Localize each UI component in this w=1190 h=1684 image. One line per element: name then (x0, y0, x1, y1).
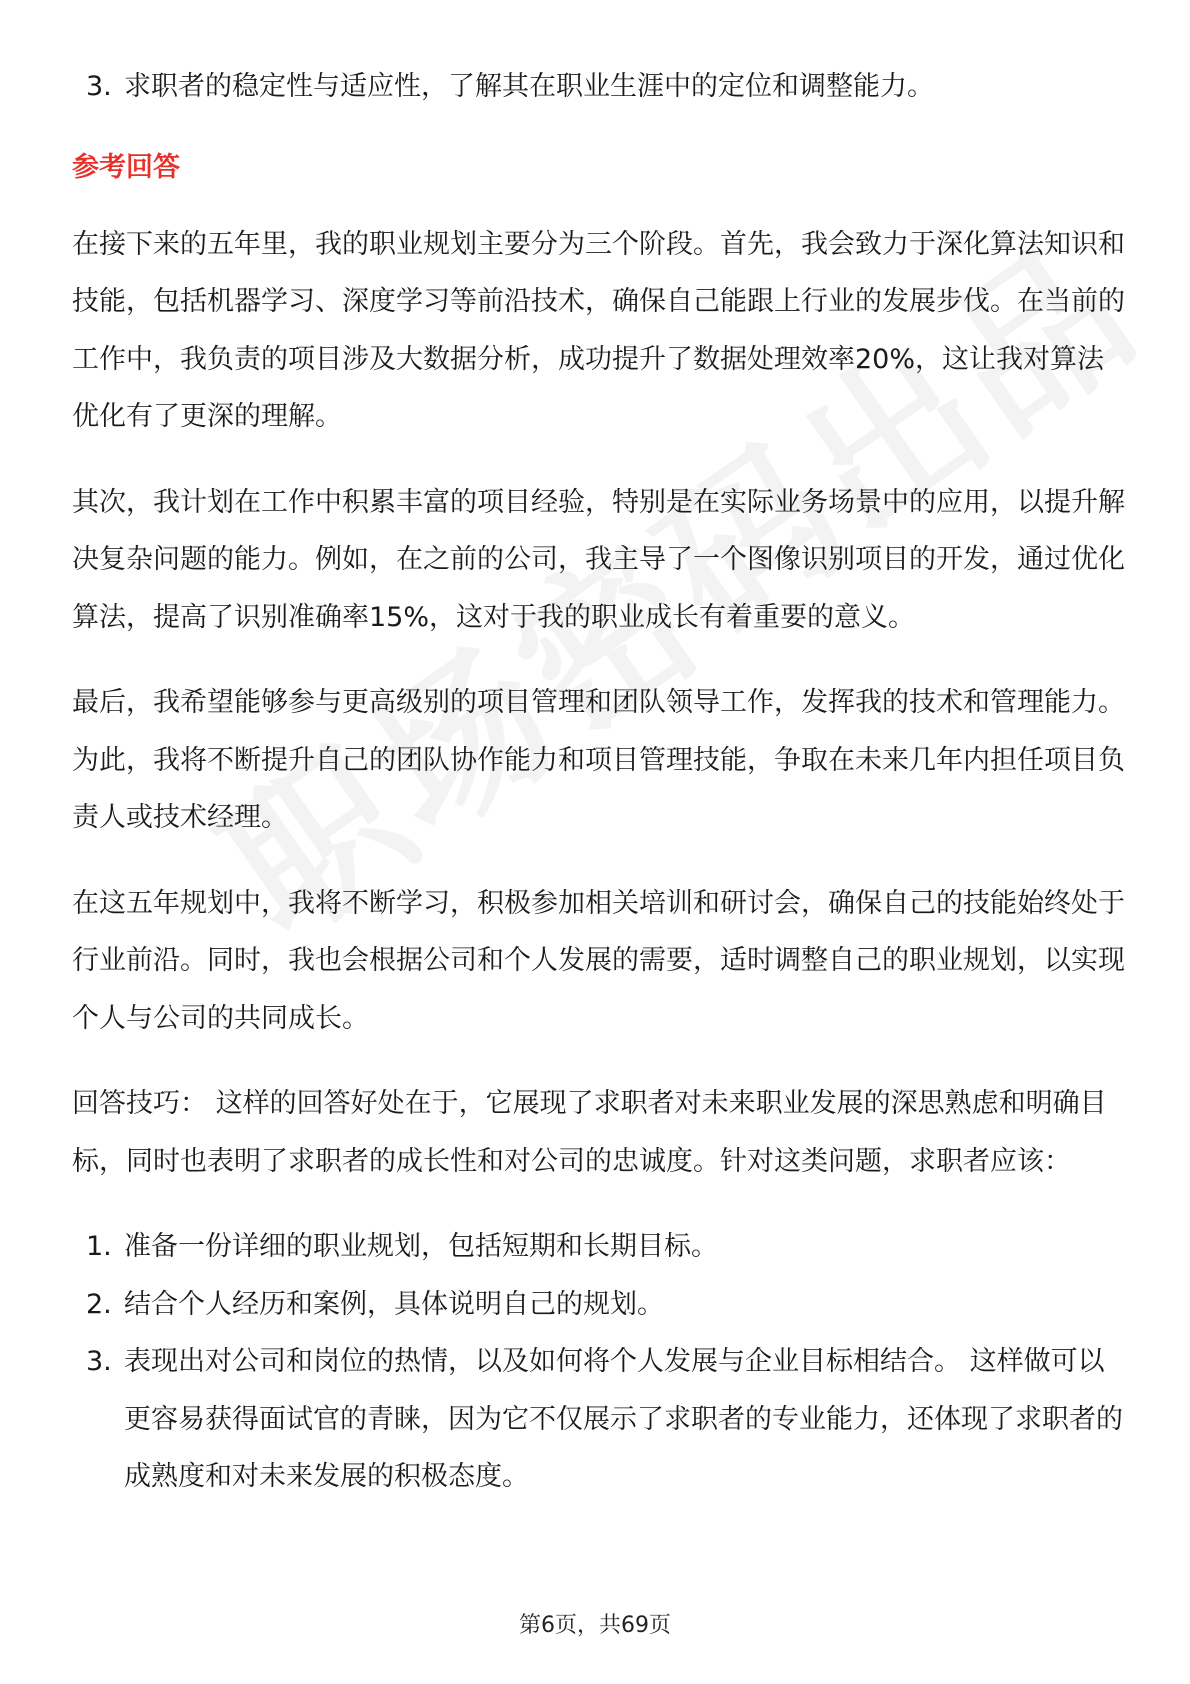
answer-paragraph-2: 其次，我计划在工作中积累丰富的项目经验，特别是在实际业务场景中的应用，以提升解决复杂问题的能力。例如，在之前的公司，我主导了一个图像识别项目的开发，通过优化算法，提高了识别准确率15%，这对于我的职业成长有着重要的意义。 (72, 486, 1125, 633)
tips-list (72, 1218, 1128, 1506)
list-number: 3. (86, 71, 112, 102)
tips-paragraph: 回答技巧： 这样的回答好处在于，它展现了求职者对未来职业发展的深思熟虑和明确目标，同时也表明了求职者的成长性和对公司的忠诚度。针对这类问题，求职者应该： (72, 1088, 1107, 1177)
list-text: 求职者的稳定性与适应性，了解其在职业生涯中的定位和调整能力。 (124, 71, 934, 102)
list-item (72, 1218, 1128, 1276)
list-item (72, 1333, 1128, 1506)
answer-paragraph-3: 最后，我希望能够参与更高级别的项目管理和团队领导工作，发挥我的技术和管理能力。为此，我将不断提升自己的团队协作能力和项目管理技能，争取在未来几年内担任项目负责人或技术经理。 (72, 687, 1125, 833)
list-text: 结合个人经历和案例，具体说明自己的规划。 (124, 1288, 664, 1320)
list-text: 准备一份详细的职业规划，包括短期和长期目标。 (124, 1231, 718, 1262)
list-number: 3. (86, 1346, 112, 1377)
list-text: 表现出对公司和岗位的热情，以及如何将个人发展与企业目标相结合。 这样做可以更容易获得面试官的青睐，因为它不仅展示了求职者的专业能力，还体现了求职者的成熟度和对未来发展的积极态度。 (124, 1346, 1123, 1492)
list-number: 2. (86, 1288, 112, 1320)
answer-paragraph-1: 在接下来的五年里，我的职业规划主要分为三个阶段。首先，我会致力于深化算法知识和技能，包括机器学习、深度学习等前沿技术，确保自己能跟上行业的发展步伐。在当前的工作中，我负责的项目涉及大数据分析，成功提升了数据处理效率20%，这让我对算法优化有了更深的理解。 (72, 228, 1125, 432)
intro-list (72, 58, 1128, 116)
page-footer: 第6页，共69页 (519, 1613, 671, 1638)
answer-paragraph-4: 在这五年规划中，我将不断学习，积极参加相关培训和研讨会，确保自己的技能始终处于行业前沿。同时，我也会根据公司和个人发展的需要，适时调整自己的职业规划，以实现个人与公司的共同成长。 (72, 887, 1125, 1034)
list-item (72, 58, 1128, 116)
page-content (72, 58, 1128, 1534)
section-heading: 参考回答 (72, 151, 180, 183)
list-number: 1. (86, 1231, 112, 1262)
list-item (72, 1276, 1128, 1334)
